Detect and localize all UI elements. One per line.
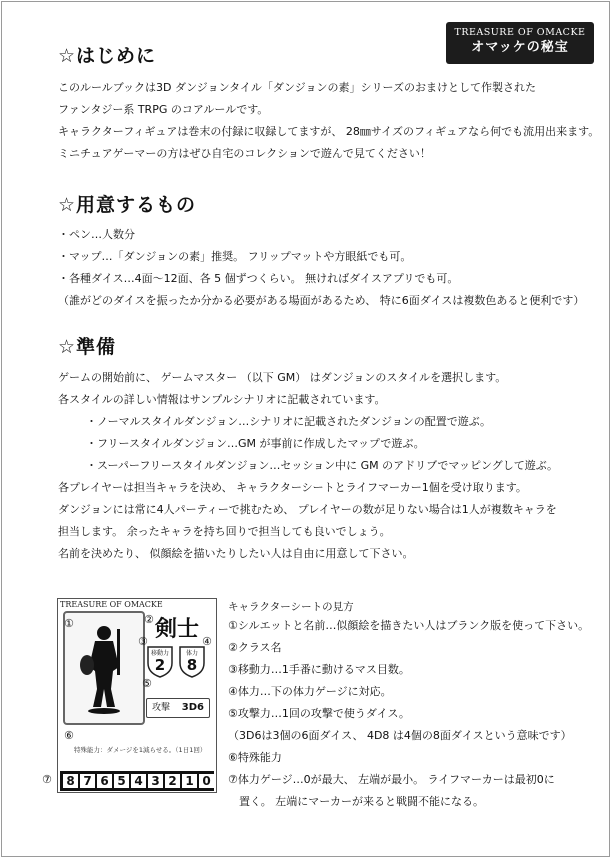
logo-subtitle: TREASURE OF OMACKE [454,27,586,38]
gauge-cell: 5 [114,774,129,788]
marker-7: ⑦ [42,773,52,786]
attack-box [146,698,210,718]
warrior-silhouette-icon [77,619,131,715]
intro-line: このルールブックは3D ダンジョンタイル「ダンジョンの素」シリーズのおまけとして作製された [58,81,536,94]
hp-shield [178,645,206,679]
legend-line: ⑤攻撃力…1回の攻撃で使うダイス。 [228,707,410,720]
gauge-cell: 0 [199,774,214,788]
special-ability: 特殊能力：ダメージを1減らせる。（1日1回） [74,746,207,754]
move-shield [146,645,174,679]
gauge-cell: 1 [182,774,197,788]
hp-value: 8 [186,656,198,674]
materials-line: ・マップ…「ダンジョンの素」推奨。 フリップマットや方眼紙でも可。 [58,250,412,263]
logo-title: オマッケの秘宝 [471,40,569,55]
class-name: 剣士 [155,617,200,642]
marker-5: ⑤ [142,677,152,690]
legend-line: ④体力…下の体力ゲージに対応。 [228,685,392,698]
character-sheet [57,598,217,793]
card-header: TREASURE OF OMACKE [60,600,163,609]
materials-line: ・ペン…人数分 [58,228,135,241]
attack-value: 3D6 [181,702,204,713]
prep-style-item: ・スーパーフリースタイルダンジョン…セッション中に GM のアドリブでマッピングして遊ぶ。 [86,459,558,472]
prep-line: 名前を決めたり、 似顔絵を描いたりしたい人は自由に用意して下さい。 [58,547,414,560]
intro-line: ファンタジー系 TRPG のコアルールです。 [58,103,269,116]
gauge-cell: 6 [97,774,112,788]
gauge-cell: 2 [165,774,180,788]
legend-line: ②クラス名 [228,641,282,654]
attack-label: 攻撃 [152,703,171,713]
hp-label: 体力 [185,650,198,657]
prep-line: 各スタイルの詳しい情報はサンプルシナリオに記載されています。 [58,393,386,406]
gauge-cell: 8 [63,774,78,788]
logo [446,22,594,64]
move-label: 移動力 [150,650,169,657]
marker-6: ⑥ [64,729,74,742]
prep-line: 担当します。 余ったキャラを持ち回りで担当しても良いでしょう。 [58,525,391,538]
prep-line: 各プレイヤーは担当キャラを決め、 キャラクターシートとライフマーカー1個を受け取ります。 [58,481,527,494]
legend-line: ⑥特殊能力 [228,751,282,764]
intro-line: ミニチュアゲーマーの方はぜひ自宅のコレクションで遊んで見てください！ [58,147,431,160]
heading-intro: ☆はじめに [58,45,157,67]
legend-line: （3D6は3個の6面ダイス、 4D8 は4個の8面ダイスという意味です） [228,729,572,742]
gauge-cell: 7 [80,774,95,788]
gauge-cell: 3 [148,774,163,788]
legend-line: ③移動力…1手番に動けるマス目数。 [228,663,410,676]
hp-gauge [60,771,214,791]
marker-3: ③ [138,635,148,648]
marker-2: ② [144,613,154,626]
move-value: 2 [154,656,166,674]
prep-style-item: ・ノーマルスタイルダンジョン…シナリオに記載されたダンジョンの配置で遊ぶ。 [86,415,492,428]
legend-title: キャラクターシートの見方 [228,601,354,613]
marker-4: ④ [202,635,212,648]
materials-line: （誰がどのダイスを振ったか分かる必要がある場面があるため、 特に6面ダイスは複数色あると便利です） [58,294,585,307]
prep-line: ダンジョンには常に4人パーティーで挑むため、 プレイヤーの数が足りない場合は1人が複数キャラを [58,503,557,516]
marker-1: ① [64,617,74,630]
silhouette-frame [63,611,145,725]
materials-line: ・各種ダイス…4面〜12面、各 5 個ずつくらい。 無ければダイスアプリでも可。 [58,272,459,285]
legend-line: ①シルエットと名前…似顔絵を描きたい人はブランク版を使って下さい。 [228,619,590,632]
prep-line: ゲームの開始前に、 ゲームマスター （以下 GM） はダンジョンのスタイルを選択します。 [58,371,507,384]
intro-line: キャラクターフィギュアは巻末の付録に収録してますが、 28㎜サイズのフィギュアなら何でも流用出来ます。 [58,125,600,138]
legend-line: ⑦体力ゲージ…0が最大、 左端が最小。 ライフマーカーは最初0に [228,773,555,786]
heading-materials: ☆用意するもの [58,194,197,216]
prep-style-item: ・フリースタイルダンジョン…GM が事前に作成したマップで遊ぶ。 [86,437,425,450]
legend-line: 置く。 左端にマーカーが来ると戦闘不能になる。 [228,795,485,808]
heading-prep: ☆準備 [58,336,117,358]
gauge-cell: 4 [131,774,146,788]
